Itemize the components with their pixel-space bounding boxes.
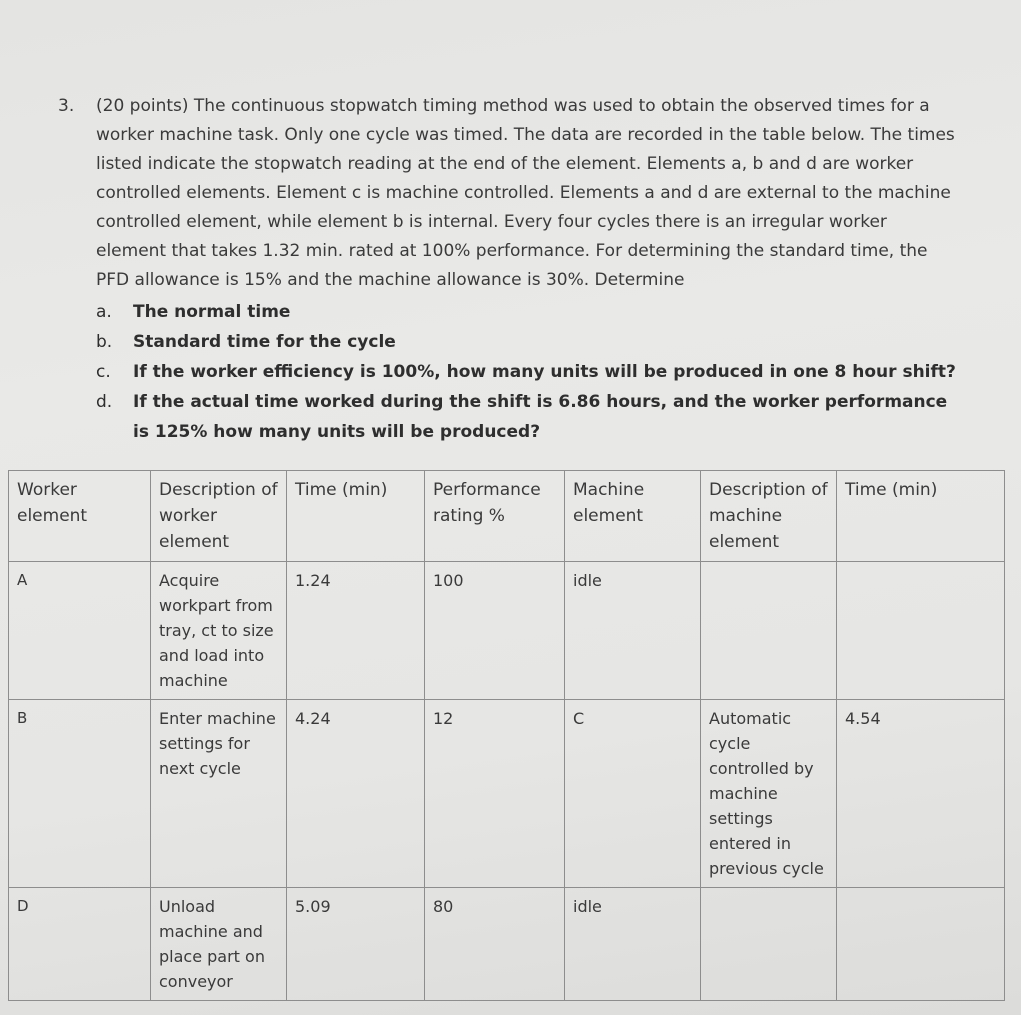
- problem-intro: [58, 92, 958, 295]
- cell-machine-description: [701, 888, 837, 1001]
- question-text: The normal time: [133, 302, 291, 322]
- question-text: Standard time for the cycle: [133, 332, 396, 352]
- header-worker-element: Worker element: [9, 471, 151, 562]
- question-letter: c.: [96, 362, 111, 382]
- question-list: [58, 297, 958, 447]
- question-b: [96, 327, 958, 357]
- cell-machine-time: [837, 562, 1005, 700]
- cell-machine-description: [701, 562, 837, 700]
- cell-time: 1.24: [287, 562, 425, 700]
- header-worker-description: Description of worker element: [151, 471, 287, 562]
- question-d: [96, 387, 958, 447]
- question-letter: d.: [96, 392, 113, 412]
- question-text: If the actual time worked during the shift is 6.86 hours, and the worker performance is 125% how many units will be produced?: [133, 392, 948, 442]
- question-letter: b.: [96, 332, 113, 352]
- question-a: [96, 297, 958, 327]
- cell-rating: 12: [425, 700, 565, 888]
- problem-number: 3.: [58, 96, 75, 116]
- cell-description: Enter machine settings for next cycle: [151, 700, 287, 888]
- cell-time: 4.24: [287, 700, 425, 888]
- cell-machine-description: Automatic cycle controlled by machine settings entered in previous cycle: [701, 700, 837, 888]
- question-letter: a.: [96, 302, 112, 322]
- cell-description: Acquire workpart from tray, ct to size and load into machine: [151, 562, 287, 700]
- header-machine-element: Machine element: [565, 471, 701, 562]
- cell-machine-element: idle: [565, 888, 701, 1001]
- cell-time: 5.09: [287, 888, 425, 1001]
- cell-worker-element: B: [9, 700, 151, 888]
- header-worker-time: Time (min): [287, 471, 425, 562]
- header-machine-description: Description of machine element: [701, 471, 837, 562]
- cell-rating: 100: [425, 562, 565, 700]
- header-machine-time: Time (min): [837, 471, 1005, 562]
- question-text: If the worker efficiency is 100%, how many units will be produced in one 8 hour shift?: [133, 362, 956, 382]
- table-row: [9, 888, 1005, 1001]
- cell-rating: 80: [425, 888, 565, 1001]
- cell-machine-time: 4.54: [837, 700, 1005, 888]
- table-header-row: [9, 471, 1005, 562]
- problem-statement: [58, 92, 958, 447]
- problem-text: (20 points) The continuous stopwatch timing method was used to obtain the observed times for a worker machine task. Only one cycle was timed. The data are recorded in the table below. The times listed indicate the stopwatch reading at the end of the element. Elements a, b and d are worker controlled elements. Element c is machine controlled. Elements a and d are external to the machine controlled element, while element b is internal. Every four cycles there is an irregular worker element that takes 1.32 min. rated at 100% performance. For determining the standard time, the PFD allowance is 15% and the machine allowance is 30%. Determine: [96, 96, 955, 290]
- table-row: [9, 700, 1005, 888]
- cell-worker-element: D: [9, 888, 151, 1001]
- cell-machine-time: [837, 888, 1005, 1001]
- cell-machine-element: C: [565, 700, 701, 888]
- header-performance-rating: Performance rating %: [425, 471, 565, 562]
- cell-machine-element: idle: [565, 562, 701, 700]
- timing-table: [8, 470, 1005, 1001]
- cell-description: Unload machine and place part on conveyor: [151, 888, 287, 1001]
- table-row: [9, 562, 1005, 700]
- cell-worker-element: A: [9, 562, 151, 700]
- question-c: [96, 357, 958, 387]
